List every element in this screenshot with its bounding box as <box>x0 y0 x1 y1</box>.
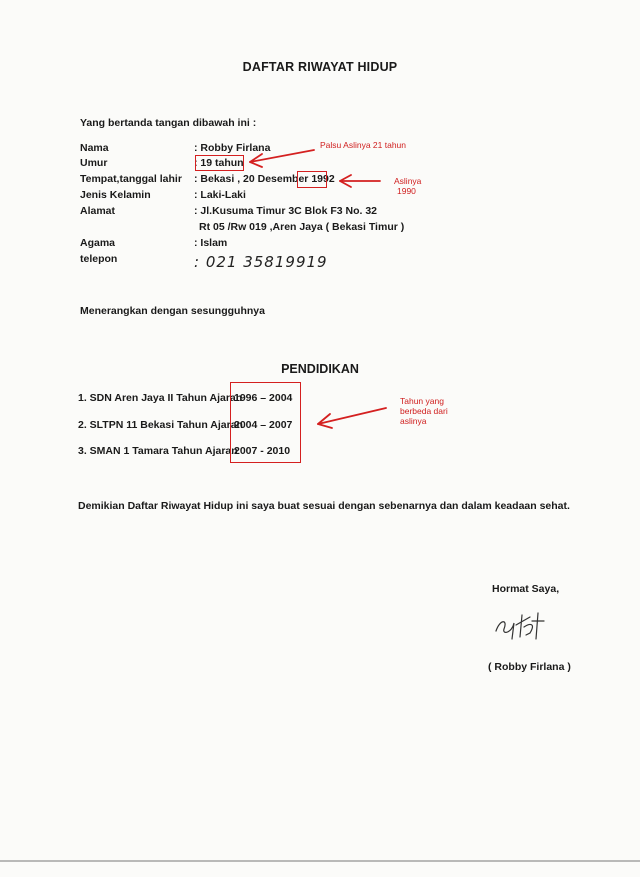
field-label-nama: Nama <box>80 142 109 154</box>
edu-years-3: 2007 - 2010 <box>234 445 291 457</box>
field-label-agama: Agama <box>80 237 116 249</box>
field-label-telepon: telepon <box>80 253 118 265</box>
edu-school-1: 1. SDN Aren Jaya II Tahun Ajaran <box>78 392 243 404</box>
edu-school-3: 3. SMAN 1 Tamara Tahun Ajaran <box>78 445 238 457</box>
signature-name: ( Robby Firlana ) <box>488 661 571 673</box>
edu-years-1: 1996 – 2004 <box>234 392 293 404</box>
note-edu-line1: Tahun yang <box>400 396 444 406</box>
signoff-text: Hormat Saya, <box>492 583 560 595</box>
field-label-ttl: Tempat,tanggal lahir <box>80 173 182 185</box>
field-value-umur: : 19 tahun <box>194 157 244 169</box>
note-year-line1: Aslinya <box>394 176 422 186</box>
statement-text: Menerangkan dengan sesungguhnya <box>80 305 265 317</box>
field-label-umur: Umur <box>80 157 108 169</box>
field-value-telepon-handwritten: : 021 35819919 <box>194 253 328 271</box>
field-value-alamat: : Jl.Kusuma Timur 3C Blok F3 No. 32 <box>194 205 378 217</box>
note-year-line2: 1990 <box>397 186 416 196</box>
note-edu-line3: aslinya <box>400 416 427 426</box>
edu-years-2: 2004 – 2007 <box>234 419 293 431</box>
intro-text: Yang bertanda tangan dibawah ini : <box>80 117 257 129</box>
scan-edge-line <box>0 860 640 862</box>
note-age: Palsu Aslinya 21 tahun <box>320 140 407 150</box>
field-label-alamat: Alamat <box>80 205 116 217</box>
field-value-jenis-kelamin: : Laki-Laki <box>194 189 246 201</box>
document-title: DAFTAR RIWAYAT HIDUP <box>242 60 398 74</box>
field-value-ttl: : Bekasi , 20 Desember 1992 <box>194 173 335 185</box>
field-value-alamat-line2: Rt 05 /Rw 019 ,Aren Jaya ( Bekasi Timur ) <box>199 221 405 233</box>
edu-school-2: 2. SLTPN 11 Bekasi Tahun Ajaran <box>78 419 243 431</box>
field-label-jenis-kelamin: Jenis Kelamin <box>80 189 151 201</box>
section-title-pendidikan: PENDIDIKAN <box>281 362 359 376</box>
closing-text: Demikian Daftar Riwayat Hidup ini saya buat sesuai dengan sebenarnya dan dalam keadaan sehat. <box>78 500 570 512</box>
note-edu-line2: berbeda dari <box>400 406 448 416</box>
field-value-nama: : Robby Firlana <box>194 142 271 154</box>
field-value-agama: : Islam <box>194 237 228 249</box>
